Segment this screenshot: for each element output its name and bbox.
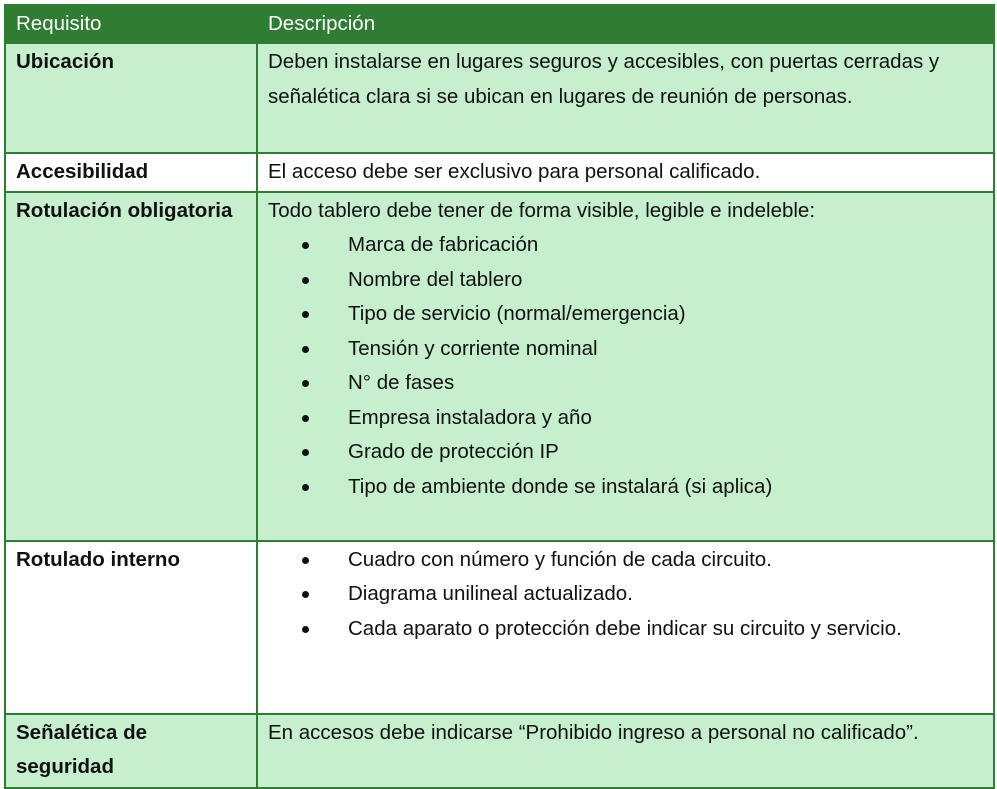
requirements-table xyxy=(4,4,995,789)
table-row-ubicacion xyxy=(5,43,994,153)
list-item: Marca de fabricación xyxy=(336,228,983,263)
list-item: Cada aparato o protección debe indicar su circuito y servicio. xyxy=(336,612,983,647)
requirements-table-container xyxy=(4,4,993,789)
table-row-senaletica-seguridad xyxy=(5,714,994,788)
list-item: Empresa instaladora y año xyxy=(336,401,983,436)
list-item: Cuadro con número y función de cada circuito. xyxy=(336,543,983,578)
table-body xyxy=(5,43,994,788)
table-row-rotulacion-obligatoria xyxy=(5,192,994,541)
requisito-cell: Ubicación xyxy=(5,43,257,153)
list-item: Tipo de ambiente donde se instalará (si aplica) xyxy=(336,470,983,505)
requisito-cell: Rotulado interno xyxy=(5,541,257,714)
descripcion-cell: En accesos debe indicarse “Prohibido ingreso a personal no calificado”. xyxy=(257,714,994,788)
requisito-cell: Rotulación obligatoria xyxy=(5,192,257,541)
bullet-list xyxy=(268,543,983,647)
header-requisito: Requisito xyxy=(5,5,257,43)
list-item: Diagrama unilineal actualizado. xyxy=(336,577,983,612)
table-row-rotulado-interno xyxy=(5,541,994,714)
descripcion-intro: Todo tablero debe tener de forma visible, legible e indeleble: xyxy=(268,198,816,222)
list-item: Nombre del tablero xyxy=(336,263,983,298)
requisito-cell: Accesibilidad xyxy=(5,153,257,192)
table-row-accesibilidad xyxy=(5,153,994,192)
descripcion-cell: Deben instalarse en lugares seguros y accesibles, con puertas cerradas y señalética clara si se ubican en lugares de reunión de personas. xyxy=(257,43,994,153)
list-item: Tipo de servicio (normal/emergencia) xyxy=(336,297,983,332)
descripcion-cell xyxy=(257,541,994,714)
list-item: N° de fases xyxy=(336,366,983,401)
table-header xyxy=(5,5,994,43)
requisito-cell: Señalética de seguridad xyxy=(5,714,257,788)
descripcion-cell: El acceso debe ser exclusivo para personal calificado. xyxy=(257,153,994,192)
list-item: Tensión y corriente nominal xyxy=(336,332,983,367)
descripcion-cell xyxy=(257,192,994,541)
bullet-list xyxy=(268,228,983,504)
header-descripcion: Descripción xyxy=(257,5,994,43)
header-row xyxy=(5,5,994,43)
list-item: Grado de protección IP xyxy=(336,435,983,470)
